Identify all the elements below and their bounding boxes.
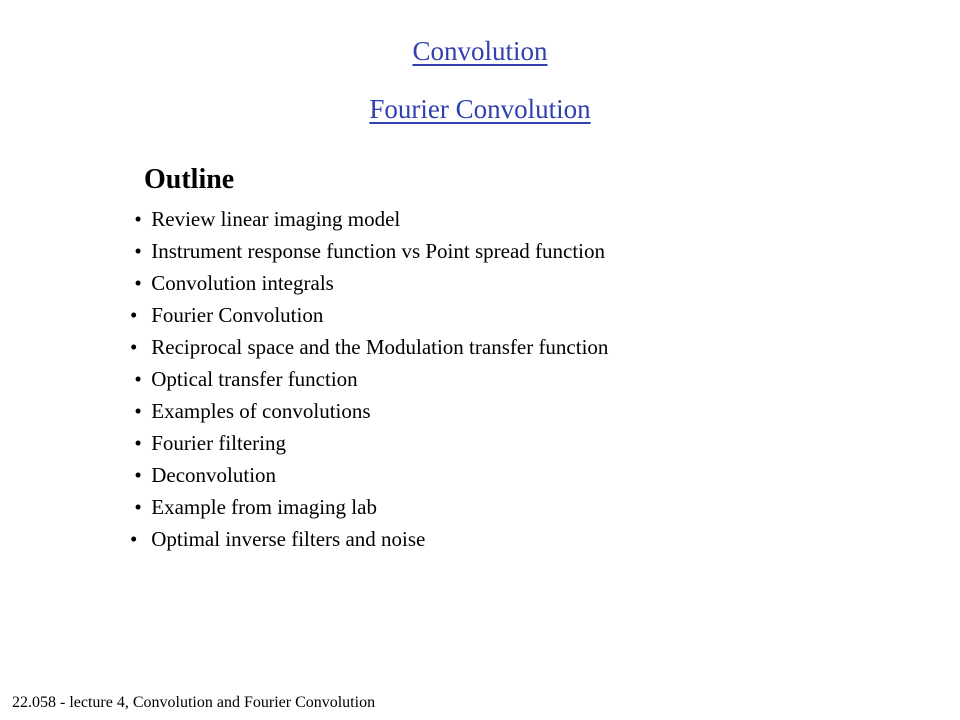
outline-list [130,203,608,555]
outline-item-instrument-response-function [130,235,608,267]
outline-item-label: Optimal inverse filters and noise [151,527,426,551]
outline-item-example-from-imaging-lab [130,491,608,523]
slide-footer: 22.058 - lecture 4, Convolution and Fourier Convolution [12,694,376,711]
outline-item-optical-transfer-function [130,363,608,395]
convolution-title-link[interactable]: Convolution [412,36,548,66]
outline-item-fourier-convolution [130,299,608,331]
bullet-icon: • [130,527,138,551]
bullet-icon: • [134,207,142,231]
outline-item-convolution-integrals [130,267,608,299]
outline-item-label: Fourier Convolution [151,303,324,327]
bullet-icon: • [134,271,142,295]
bullet-icon: • [134,239,142,263]
outline-item-label: Review linear imaging model [151,207,401,231]
bullet-icon: • [134,399,142,423]
outline-item-label: Reciprocal space and the Modulation transfer function [151,335,609,359]
bullet-icon: • [134,463,142,487]
outline-item-label: Example from imaging lab [151,495,377,519]
outline-item-fourier-filtering [130,427,608,459]
outline-item-label: Examples of convolutions [151,399,371,423]
outline-heading: Outline [144,164,235,195]
bullet-icon: • [134,495,142,519]
outline-item-reciprocal-space [130,331,608,363]
bullet-icon: • [130,303,138,327]
outline-item-label: Convolution integrals [151,271,334,295]
outline-item-examples-of-convolutions [130,395,608,427]
outline-item-label: Fourier filtering [151,431,286,455]
outline-item-deconvolution [130,459,608,491]
fourier-convolution-title-link[interactable]: Fourier Convolution [369,94,591,124]
outline-item-review-linear-imaging-model [130,203,608,235]
outline-item-label: Optical transfer function [151,367,358,391]
outline-item-optimal-inverse-filters [130,523,608,555]
bullet-icon: • [134,367,142,391]
bullet-icon: • [130,335,138,359]
outline-item-label: Instrument response function vs Point spread function [151,239,606,263]
outline-item-label: Deconvolution [151,463,277,487]
bullet-icon: • [134,431,142,455]
